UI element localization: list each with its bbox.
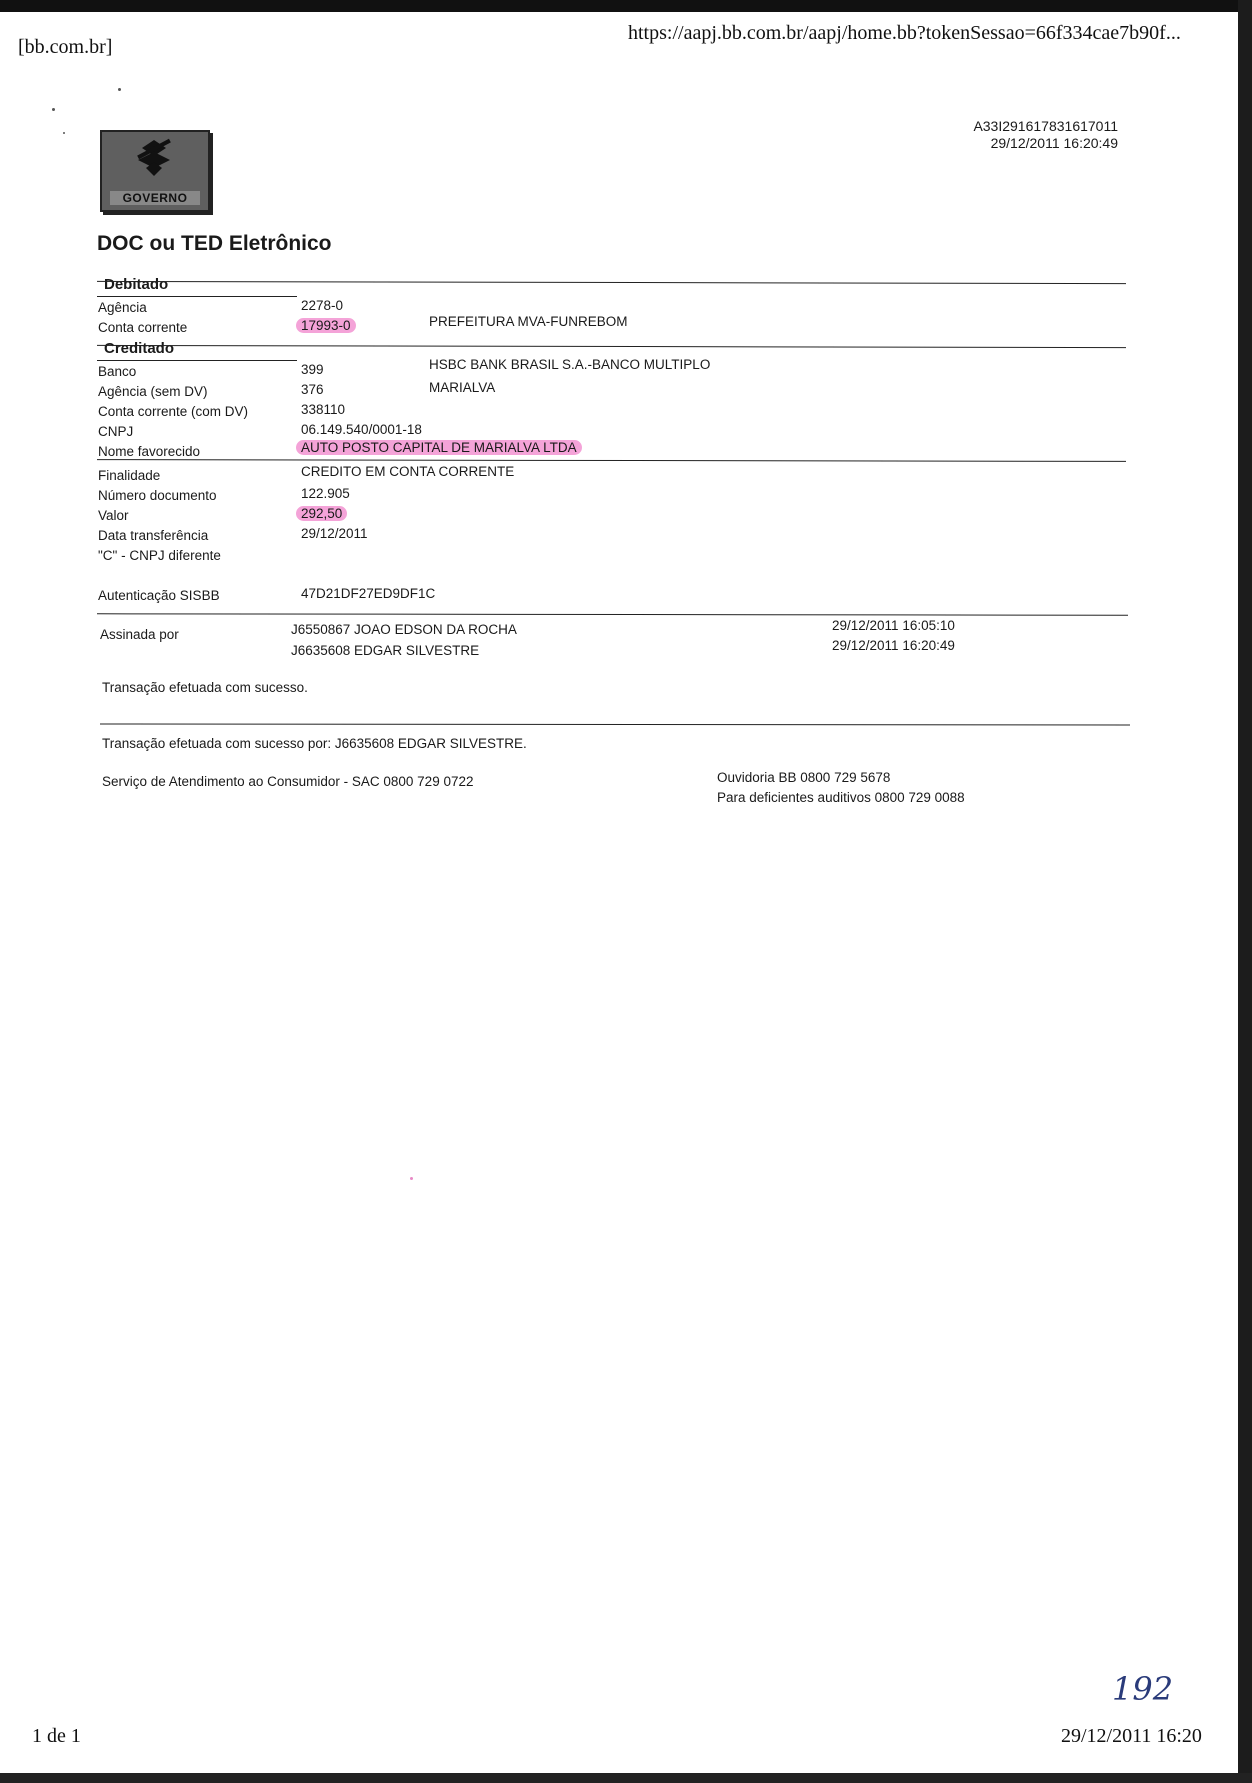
numero-documento-value: 122.905: [301, 486, 350, 501]
logo-caption: GOVERNO: [110, 191, 200, 205]
browser-site-label: [bb.com.br]: [18, 36, 113, 58]
assinada-por-label: Assinada por: [100, 627, 179, 642]
creditado-agencia-name: MARIALVA: [429, 380, 496, 395]
finalidade-value: CREDITO EM CONTA CORRENTE: [301, 464, 515, 479]
deficientes-contact: Para deficientes auditivos 0800 729 0088: [717, 790, 965, 805]
cnpj-diferente-label: "C" - CNPJ diferente: [98, 548, 221, 563]
sac-contact: Serviço de Atendimento ao Consumidor - SAC 0800 729 0722: [102, 774, 474, 789]
creditado-conta-value: 338110: [301, 402, 346, 417]
numero-documento-label: Número documento: [98, 488, 217, 503]
debitado-conta-value: 17993-0: [296, 318, 356, 333]
creditado-banco-label: Banco: [98, 364, 137, 379]
document-datetime: 29/12/2011 16:20:49: [990, 135, 1118, 151]
section-divider: [97, 613, 1128, 615]
scan-bottom-border: [0, 1773, 1252, 1783]
scan-speck: [63, 132, 65, 134]
creditado-conta-label: Conta corrente (com DV): [98, 404, 249, 419]
bb-symbol-icon: [132, 138, 176, 178]
signer-2-datetime: 29/12/2011 16:20:49: [832, 638, 955, 653]
section-divider: [97, 281, 1126, 284]
creditado-favorecido-value: AUTO POSTO CAPITAL DE MARIALVA LTDA: [296, 440, 582, 455]
page-title: DOC ou TED Eletrônico: [97, 232, 332, 255]
section-underline: [97, 296, 297, 297]
data-transferencia-value: 29/12/2011: [301, 526, 368, 541]
document-reference: [973, 118, 1118, 152]
scan-top-border: [0, 0, 1252, 12]
signer-1-name: J6550867 JOAO EDSON DA ROCHA: [291, 622, 517, 637]
print-datetime: 29/12/2011 16:20: [1061, 1725, 1202, 1747]
data-transferencia-label: Data transferência: [98, 528, 209, 543]
creditado-agencia-label: Agência (sem DV): [98, 384, 208, 399]
creditado-cnpj-label: CNPJ: [98, 424, 134, 439]
ouvidoria-contact: Ouvidoria BB 0800 729 5678: [717, 770, 891, 785]
autenticacao-label: Autenticação SISBB: [98, 588, 220, 603]
document-code: A33I291617831617011: [973, 118, 1118, 134]
autenticacao-value: 47D21DF27ED9DF1C: [301, 586, 436, 601]
debitado-conta-label: Conta corrente: [98, 320, 188, 335]
transaction-status-by: Transação efetuada com sucesso por: J6635608 EDGAR SILVESTRE.: [102, 736, 527, 751]
debitado-agencia-label: Agência: [98, 300, 147, 315]
browser-url[interactable]: https://aapj.bb.com.br/aapj/home.bb?tokenSessao=66f334cae7b90f...: [628, 22, 1181, 44]
page-counter: 1 de 1: [32, 1725, 81, 1747]
scan-speck: [118, 88, 121, 91]
signer-1-datetime: 29/12/2011 16:05:10: [832, 618, 955, 633]
debitado-agencia-value: 2278-0: [301, 298, 344, 313]
debitado-conta-name: PREFEITURA MVA-FUNREBOM: [429, 314, 628, 329]
transaction-status: Transação efetuada com sucesso.: [102, 680, 308, 695]
creditado-cnpj-value: 06.149.540/0001-18: [301, 422, 422, 437]
valor-label: Valor: [98, 508, 129, 523]
section-divider: [97, 459, 1126, 462]
section-creditado-heading: Creditado: [104, 340, 175, 357]
section-divider: [100, 723, 1130, 725]
finalidade-label: Finalidade: [98, 468, 161, 483]
scan-speck: [410, 1177, 413, 1180]
creditado-banco-value: 399: [301, 362, 324, 377]
signer-2-name: J6635608 EDGAR SILVESTRE: [291, 643, 480, 658]
section-divider: [97, 345, 1126, 348]
banco-do-brasil-logo-icon: [100, 130, 210, 212]
creditado-banco-name: HSBC BANK BRASIL S.A.-BANCO MULTIPLO: [429, 357, 711, 372]
creditado-agencia-value: 376: [301, 382, 324, 397]
section-underline: [97, 360, 297, 361]
handwritten-page-number: 192: [1112, 1670, 1174, 1708]
section-debitado-heading: Debitado: [104, 276, 169, 293]
creditado-favorecido-label: Nome favorecido: [98, 444, 201, 459]
scan-right-border: [1238, 0, 1252, 1783]
scan-speck: [52, 108, 55, 111]
valor-value: 292,50: [296, 506, 347, 521]
